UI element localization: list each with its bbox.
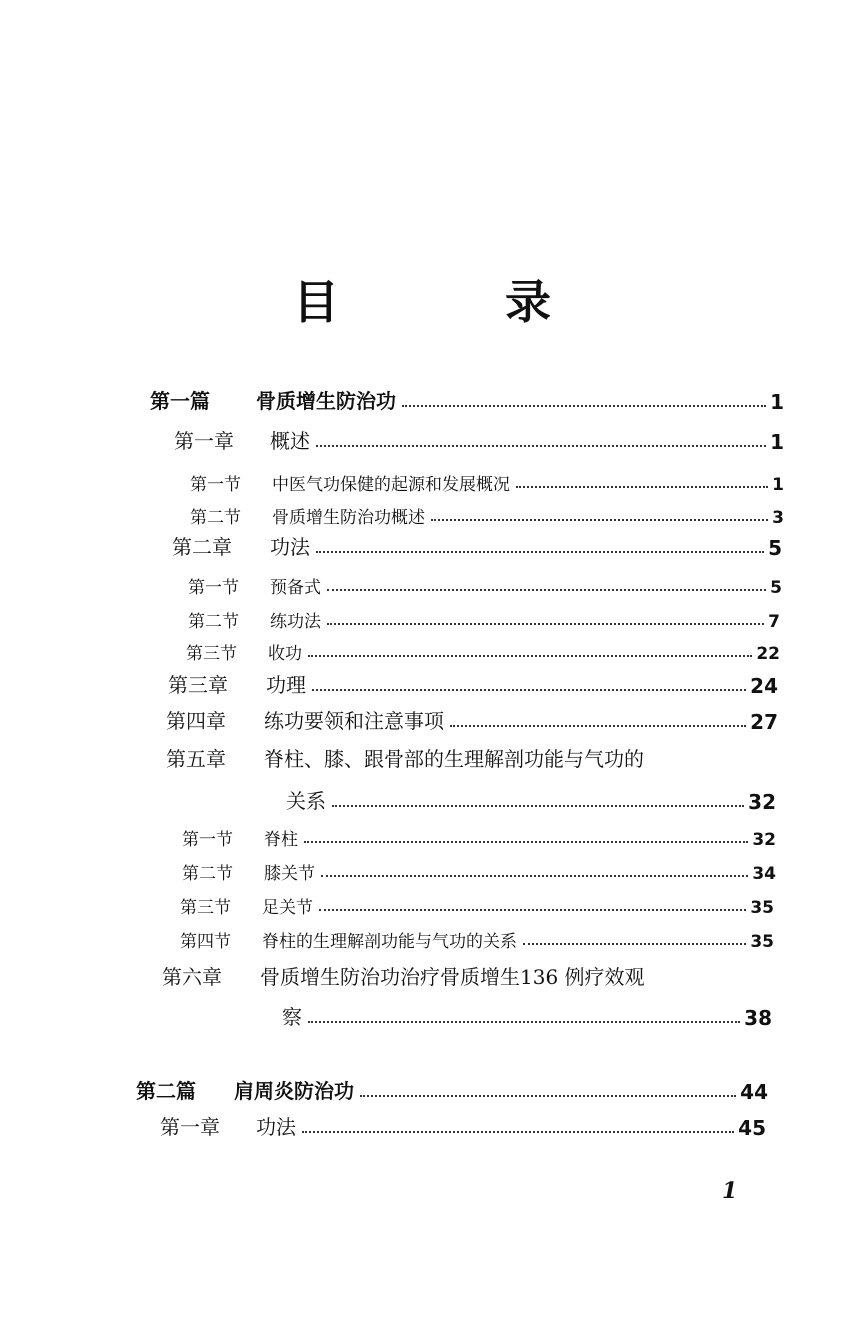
entry-page: 1 [770, 430, 784, 454]
entry-title: 中医气功保健的起源和发展概况 [272, 475, 510, 495]
entry-label: 第一节 [182, 830, 233, 850]
entry-label: 第五章 [166, 747, 226, 771]
dot-leader [304, 841, 748, 843]
entry-page: 1 [772, 475, 784, 495]
entry-label: 第二篇 [136, 1079, 196, 1103]
entry-title: 收功 [268, 644, 302, 664]
entry-page: 22 [756, 644, 780, 664]
dot-leader [302, 1131, 734, 1133]
dot-leader [332, 805, 744, 807]
entry-title: 功法 [270, 535, 310, 559]
dot-leader [327, 589, 766, 591]
toc-entry-chapter[interactable] [160, 1110, 766, 1140]
entry-page: 5 [768, 536, 782, 560]
entry-page: 24 [750, 674, 778, 698]
entry-label: 第一章 [160, 1115, 220, 1139]
toc-entry-section[interactable] [190, 498, 784, 528]
entry-page: 35 [750, 898, 774, 918]
page-number: 1 [722, 1178, 738, 1204]
entry-title: 骨质增生防治功概述 [272, 508, 425, 528]
dot-leader [312, 689, 746, 691]
dot-leader [321, 875, 748, 877]
entry-page: 35 [750, 932, 774, 952]
entry-label: 第一节 [190, 475, 241, 495]
entry-page: 45 [738, 1116, 766, 1140]
page-title: 目 录 [293, 275, 611, 329]
entry-page: 32 [748, 790, 776, 814]
entry-label: 第二节 [182, 864, 233, 884]
dot-leader [360, 1095, 736, 1097]
entry-label: 第三节 [180, 898, 231, 918]
toc-entry-section[interactable] [188, 568, 782, 598]
entry-title: 骨质增生防治功治疗骨质增生136 例疗效观 [260, 965, 645, 989]
toc-entry-section[interactable] [182, 820, 776, 850]
toc-entry-section[interactable] [186, 634, 780, 664]
toc-entry-section[interactable] [188, 602, 780, 632]
entry-title: 功法 [256, 1115, 296, 1139]
entry-title-continued: 关系 [286, 789, 326, 813]
entry-title: 脊柱 [264, 830, 298, 850]
entry-page: 3 [772, 508, 784, 528]
entry-title: 功理 [266, 673, 306, 697]
dot-leader [450, 725, 746, 727]
entry-title: 练功法 [270, 612, 321, 632]
entry-label: 第三节 [186, 644, 237, 664]
dot-leader [308, 655, 752, 657]
toc-entry-chapter[interactable] [162, 960, 778, 990]
entry-label: 第二节 [188, 612, 239, 632]
entry-title: 肩周炎防治功 [234, 1079, 354, 1103]
entry-label: 第四节 [180, 932, 231, 952]
entry-title: 练功要领和注意事项 [264, 709, 444, 733]
toc-entry-chapter[interactable] [168, 668, 778, 698]
toc-entry-part[interactable] [150, 384, 784, 414]
toc-entry-chapter[interactable] [172, 530, 782, 560]
entry-label: 第三章 [168, 673, 228, 697]
entry-page: 5 [770, 578, 782, 598]
dot-leader [319, 909, 746, 911]
dot-leader [431, 519, 768, 521]
entry-label: 第一篇 [150, 389, 210, 413]
entry-label: 第六章 [162, 965, 222, 989]
entry-page: 32 [752, 830, 776, 850]
entry-page: 44 [740, 1080, 768, 1104]
toc-entry-chapter[interactable] [174, 424, 784, 454]
entry-label: 第一章 [174, 429, 234, 453]
dot-leader [316, 445, 766, 447]
entry-label: 第一节 [188, 578, 239, 598]
toc-entry-section[interactable] [180, 922, 774, 952]
entry-label: 第四章 [166, 709, 226, 733]
toc-entry-chapter[interactable] [166, 704, 778, 734]
entry-label: 第二章 [172, 535, 232, 559]
dot-leader [316, 551, 764, 553]
entry-page: 1 [770, 390, 784, 414]
entry-title: 足关节 [262, 898, 313, 918]
dot-leader [523, 943, 746, 945]
dot-leader [402, 405, 766, 407]
toc-entry-section[interactable] [182, 854, 776, 884]
entry-page: 27 [750, 710, 778, 734]
toc-entry-section[interactable] [180, 888, 774, 918]
entry-title: 膝关节 [264, 864, 315, 884]
entry-page: 7 [768, 612, 780, 632]
toc-entry-part[interactable] [136, 1074, 768, 1104]
entry-page: 38 [744, 1006, 772, 1030]
dot-leader [516, 486, 768, 488]
toc-entry-section[interactable] [190, 465, 784, 495]
entry-title: 脊柱、膝、跟骨部的生理解剖功能与气功的 [264, 747, 644, 771]
entry-title: 预备式 [270, 578, 321, 598]
entry-title: 骨质增生防治功 [256, 389, 396, 413]
entry-title: 概述 [270, 429, 310, 453]
entry-label: 第二节 [190, 508, 241, 528]
toc-entry-chapter[interactable] [166, 742, 778, 772]
entry-title-continued: 察 [282, 1005, 302, 1029]
dot-leader [327, 623, 764, 625]
entry-title: 脊柱的生理解剖功能与气功的关系 [262, 932, 517, 952]
entry-page: 34 [752, 864, 776, 884]
toc-entry-continuation[interactable] [286, 784, 776, 814]
dot-leader [308, 1021, 740, 1023]
toc-entry-continuation[interactable] [282, 1000, 772, 1030]
